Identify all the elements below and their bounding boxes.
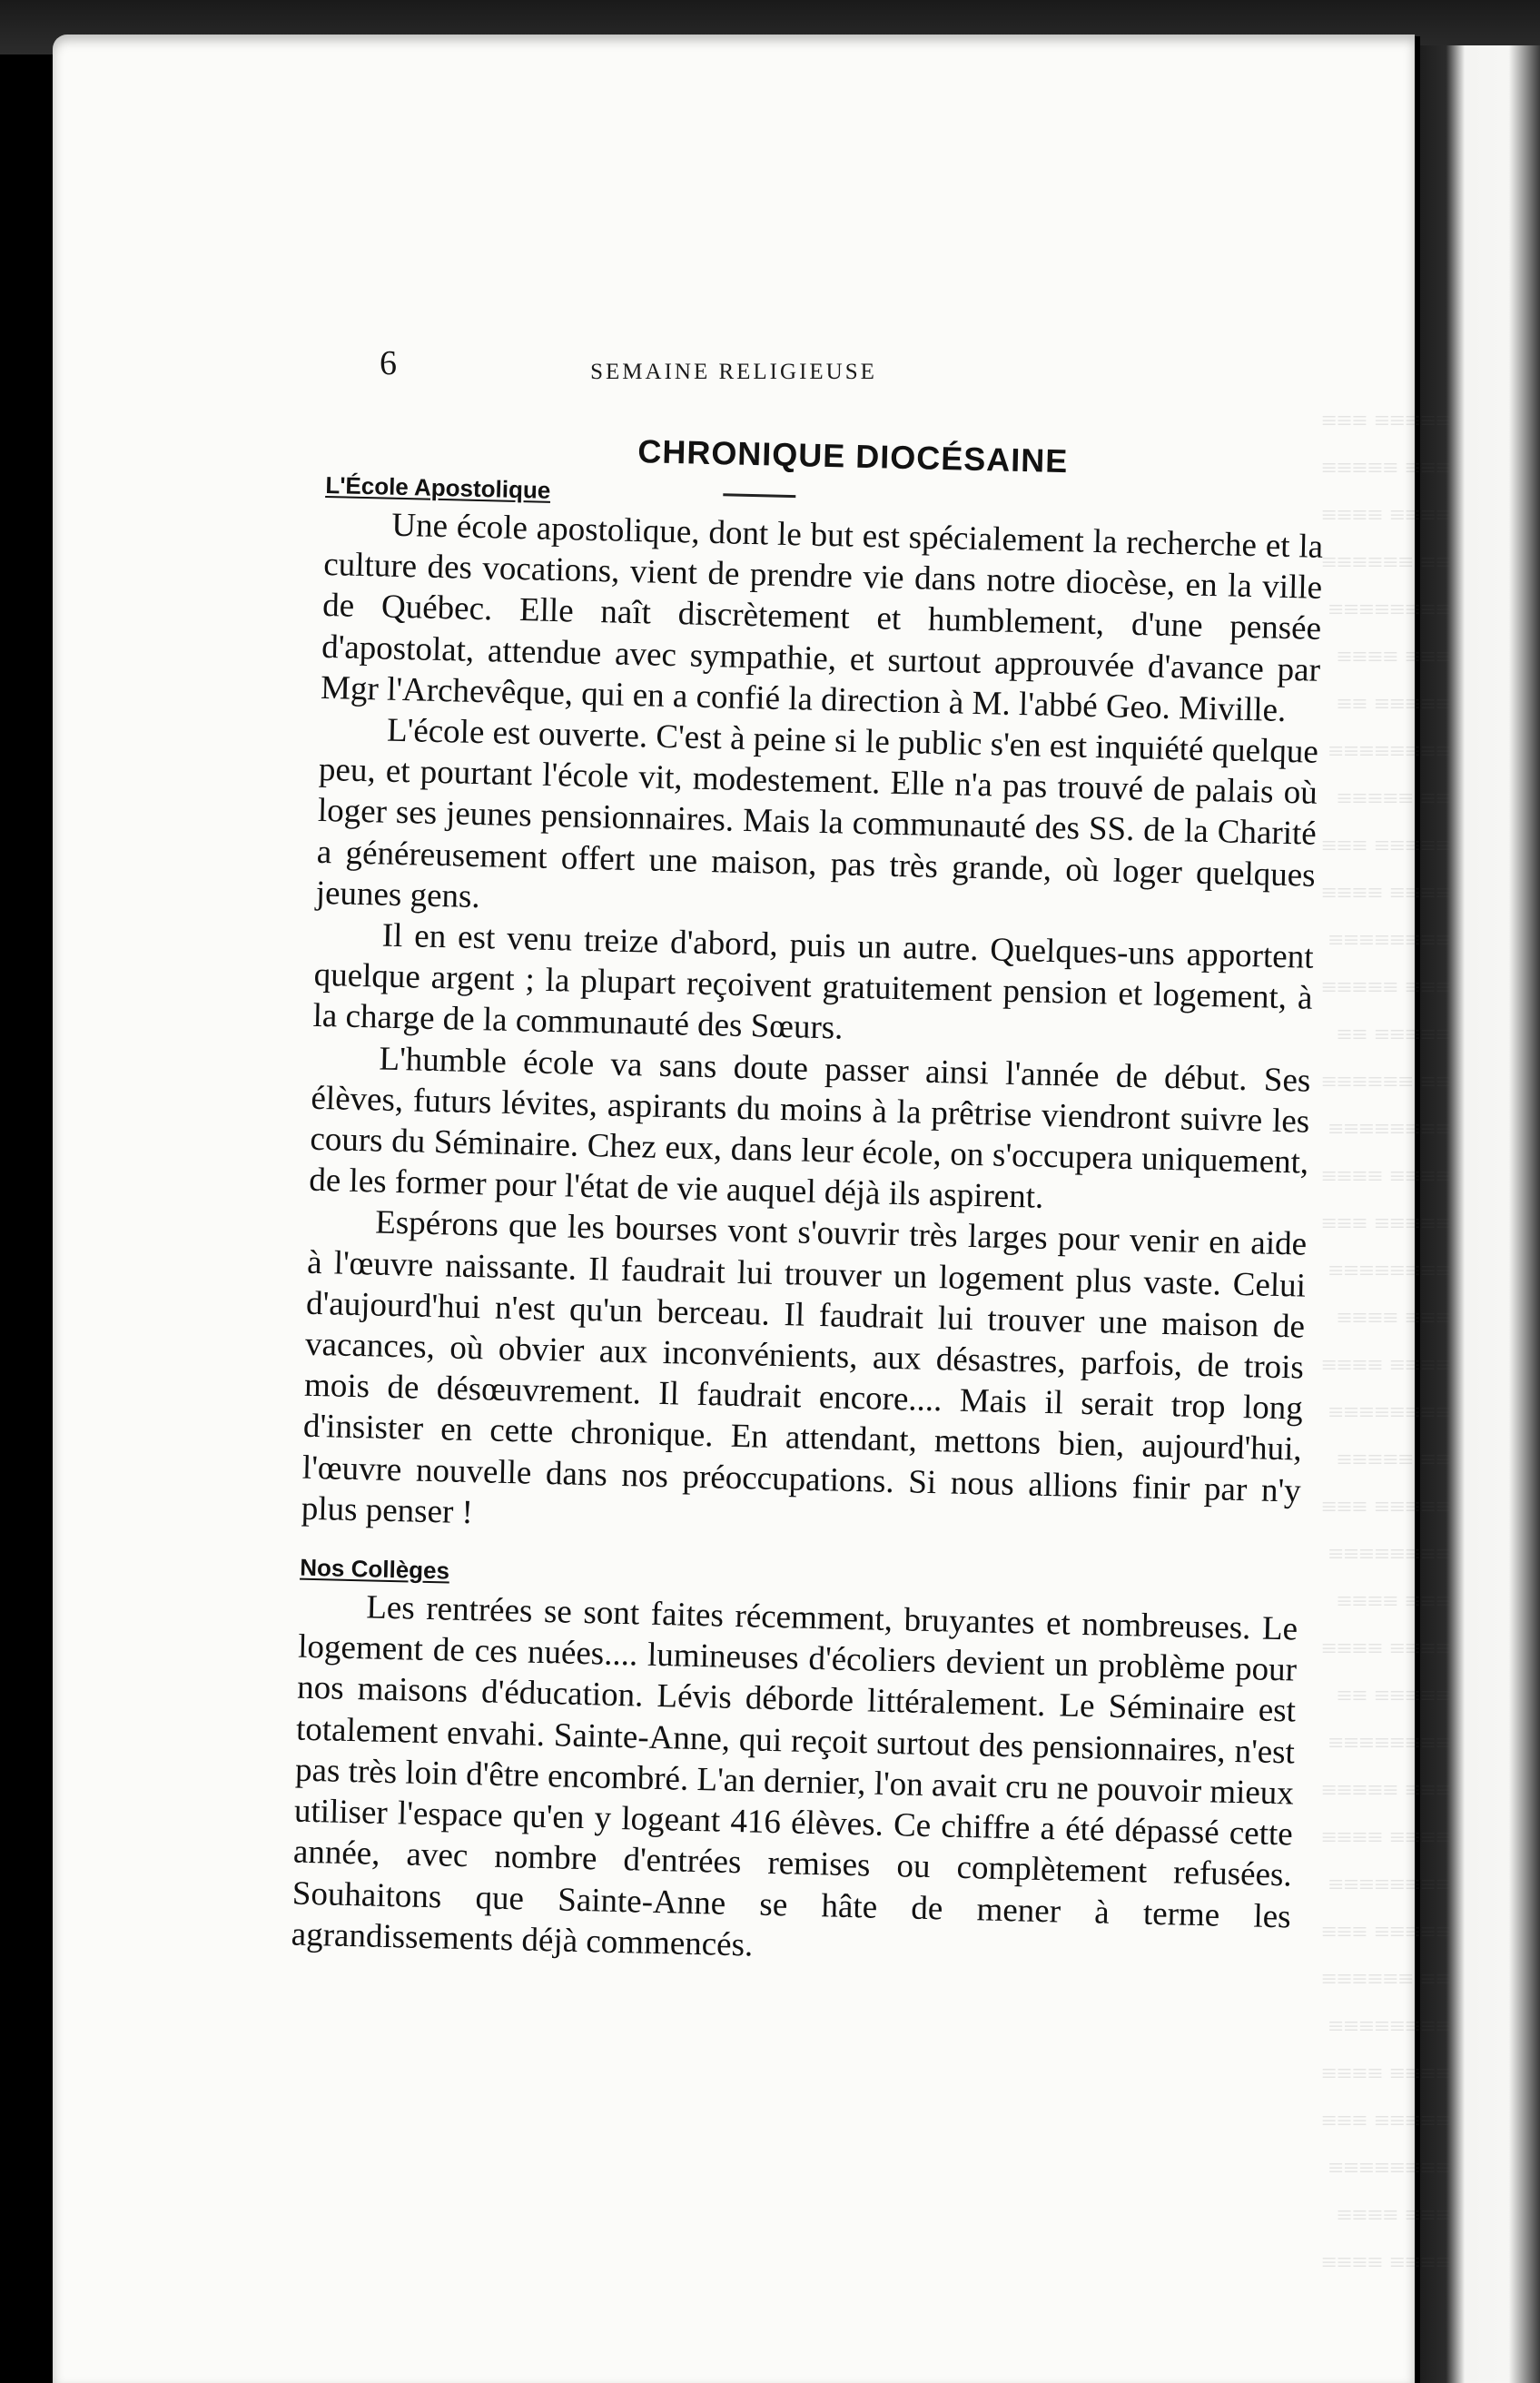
page-number: 6	[380, 344, 397, 382]
page-gutter	[1415, 36, 1420, 2383]
running-head: SEMAINE RELIGIEUSE	[590, 360, 877, 384]
paragraph: L'humble école va sans doute passer ainsi l'année de début. Ses élèves, futurs lévites, aspirants du moins à la prêtrise viendront suivre les cours du Séminaire. Chez eux, dans leur école, on s'occupera uniquement, de les former pour l'état de vie auquel déjà ils aspirent.	[308, 1040, 1311, 1217]
section-heading: Nos Collèges	[300, 1553, 450, 1585]
show-through-text: ≡≡≡≡≡ ≡≡≡ ≡≡≡ ≡≡≡≡≡ ≡≡≡≡ ≡≡≡≡ ≡≡ ≡≡≡≡≡≡ ≡≡≡≡≡≡≡≡ ≡≡≡ ≡≡≡≡ ≡≡≡≡≡ ≡≡ ≡≡≡≡≡≡≡≡ ≡≡ ≡≡≡≡≡ ≡≡≡≡≡ ≡≡≡ ≡≡≡≡ ≡≡≡≡ ≡≡≡≡≡≡≡≡ ≡≡≡ ≡≡≡≡≡ ≡≡≡≡≡ ≡≡ ≡≡ ≡≡≡≡≡≡ ≡≡≡≡≡≡≡≡ ≡≡≡≡ ≡≡≡≡ ≡≡≡≡≡ ≡≡≡ ≡≡≡≡≡≡≡≡ ≡≡≡ ≡≡≡≡ ≡≡≡≡ ≡≡≡≡ ≡≡≡≡≡≡≡≡ ≡≡ ≡≡≡≡≡ ≡≡≡≡≡ ≡≡≡ ≡≡≡≡≡≡≡≡ ≡≡≡ ≡≡≡≡ ≡≡≡≡ ≡≡≡≡ ≡≡≡≡≡ ≡≡ ≡≡≡≡≡≡≡≡ ≡≡≡ ≡≡≡≡≡ ≡≡≡≡ ≡≡≡≡ ≡≡≡≡≡≡≡≡ ≡≡≡≡≡ ≡≡≡ ≡≡ ≡≡≡≡≡≡ ≡≡≡≡≡≡≡≡ ≡≡≡≡ ≡≡≡≡ ≡≡≡≡≡ ≡≡≡ ≡≡≡≡≡≡≡≡ ≡≡≡ ≡≡≡≡ ≡≡≡≡ ≡≡≡≡	[1321, 406, 1451, 2278]
paragraph: Une école apostolique, dont le but est spécialement la recherche et la culture des vocations, vient de prendre vie dans notre diocèse, en la ville de Québec. Elle naît discrètement et humblement, d'une pensée d'apostolat, attendue avec sympathie, et surtout approuvée d'avance par Mgr l'Archevêque, qui en a confié la direction à M. l'abbé Geo. Miville.	[320, 506, 1324, 729]
paragraph: Il en est venu treize d'abord, puis un autre. Quelques-uns apportent quelque argent ; la plupart reçoivent gratuitement pension et logement, à la charge de la communauté des Sœurs.	[312, 916, 1314, 1048]
chronicle-title: CHRONIQUE DIOCÉSAINE	[637, 432, 1069, 480]
paragraph: Espérons que les bourses vont s'ouvrir très larges pour venir en aide à l'œuvre naissante. Il faudrait lui trouver un logement plus vaste. Celui d'aujourd'hui n'est qu'un berceau. Il faudrait lui trouver une maison de vacances, où obvier aux inconvénients, aux désastres, parfois, de trois mois de désœuvrement. Il faudrait encore.... Mais il serait trop long d'insister en cette chronique. En attendant, mettons bien, aujourd'hui, l'œuvre nouvelle dans nos préoccupations. Si nous allions finir par n'y plus penser !	[301, 1203, 1308, 1531]
paragraph: L'école est ouverte. C'est à peine si le public s'en est inquiété quelque peu, et pourtant l'école vit, modestement. Elle n'a pas trouvé de palais où loger ses jeunes pensionnaires. Mais la communauté des SS. de la Charité a généreusement offert une maison, pas très grande, où loger quelques jeunes gens.	[315, 711, 1319, 915]
title-rule	[723, 493, 795, 498]
article-body	[291, 425, 1325, 1978]
facing-page-edge	[1415, 45, 1540, 2383]
document-page	[53, 35, 1451, 2383]
paragraph: Les rentrées se sont faites récemment, bruyantes et nombreuses. Le logement de ces nuées.... lumineuses d'écoliers devient un problème pour nos maisons d'éducation. Lévis déborde littéralement. Le Séminaire est totalement envahi. Sainte-Anne, qui reçoit surtout des pensionnaires, n'est pas très loin d'être encombré. L'an dernier, l'on avait cru ne pouvoir mieux utiliser l'espace qu'en y logeant 416 élèves. Ce chiffre a été dépassé cette année, avec nombre d'entrées remises ou complètement refusées. Souhaitons que Sainte-Anne se hâte de mener à terme les agrandissements déjà commencés.	[291, 1588, 1298, 1964]
section-heading: L'École Apostolique	[325, 470, 551, 504]
